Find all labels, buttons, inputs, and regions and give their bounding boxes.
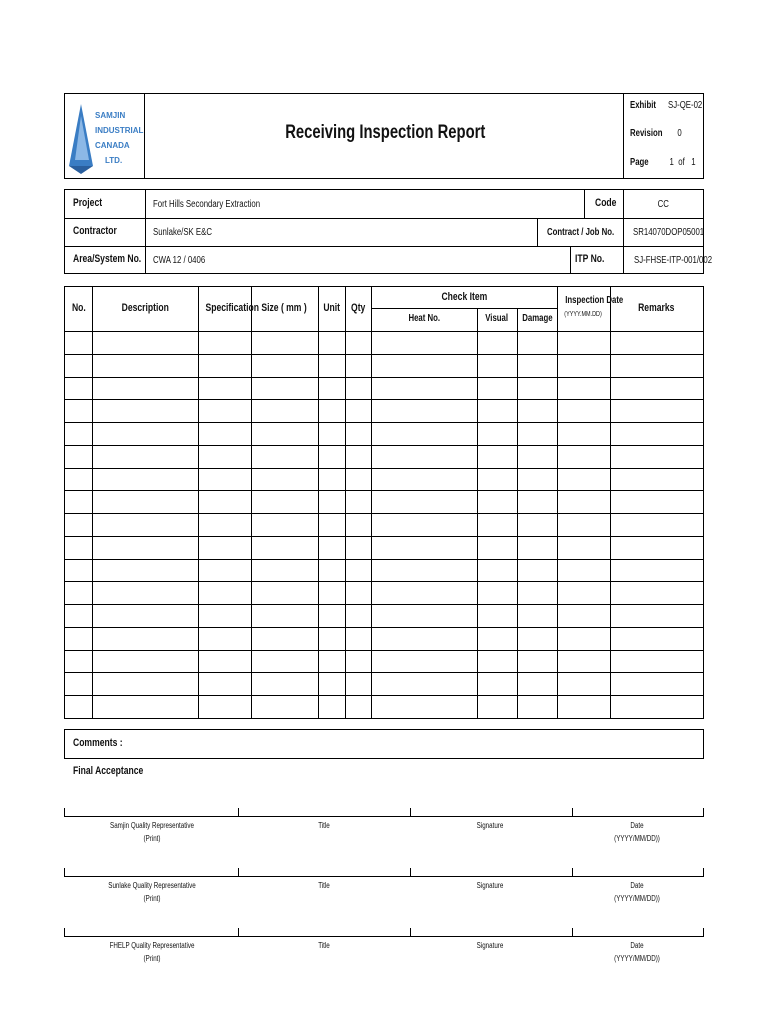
signature-field-name: Samjin Quality Representative — [110, 821, 194, 830]
signature-field-name: Title — [318, 941, 330, 950]
signature-field-name: Signature — [476, 821, 504, 830]
col-remarks — [610, 302, 703, 314]
signature-field-label — [405, 819, 575, 832]
contract-job-value-text: SR14070DOP05001 — [633, 227, 705, 238]
document-meta — [623, 94, 703, 178]
contract-job-value — [623, 227, 703, 238]
col-specification-text: Specification — [205, 302, 259, 314]
table-row[interactable] — [65, 536, 703, 537]
signature-tick — [64, 808, 65, 816]
signature-field-label — [67, 939, 237, 965]
col-no — [65, 302, 92, 314]
revision-row — [630, 128, 686, 139]
col-inspection-date-text: Inspection Date — [565, 295, 624, 306]
logo-text — [95, 108, 143, 168]
col-visual-text: Visual — [485, 313, 509, 324]
signature-tick — [572, 808, 573, 816]
signature-field-hint: (YYYY/MM/DD)) — [614, 954, 660, 963]
col-description-text: Description — [121, 302, 169, 314]
signature-tick — [410, 928, 411, 936]
code-label: Code — [595, 197, 617, 209]
signature-tick — [703, 868, 704, 876]
logo-line: SAMJIN — [95, 111, 126, 120]
table-row[interactable] — [65, 559, 703, 560]
signature-line[interactable] — [64, 936, 704, 937]
col-visual — [477, 313, 517, 324]
table-row[interactable] — [65, 604, 703, 605]
signature-tick — [238, 928, 239, 936]
final-acceptance-label: Final Acceptance — [73, 765, 144, 777]
signature-tick — [703, 928, 704, 936]
table-row[interactable] — [65, 445, 703, 446]
signature-tick — [64, 868, 65, 876]
page-label: Page — [630, 157, 649, 168]
signature-field-label — [67, 879, 237, 905]
signature-field-label — [552, 819, 722, 845]
logo-line: INDUSTRIAL — [95, 126, 144, 135]
logo-line: LTD. — [105, 156, 123, 165]
col-unit-text: Unit — [323, 302, 340, 314]
col-damage — [517, 313, 557, 324]
revision-label: Revision — [630, 128, 663, 139]
signature-field-label — [67, 819, 237, 845]
signature-line[interactable] — [64, 876, 704, 877]
contractor-value: Sunlake/SK E&C — [153, 227, 212, 238]
logo-line: CANADA — [95, 141, 130, 150]
signature-field-name: Signature — [476, 881, 504, 890]
signature-field-label — [405, 879, 575, 892]
project-label: Project — [73, 197, 103, 209]
report-header — [64, 93, 704, 179]
signature-tick — [572, 928, 573, 936]
signature-field-label — [239, 879, 409, 892]
signature-tick — [410, 868, 411, 876]
signature-field-name: Date — [630, 941, 644, 950]
col-remarks-text: Remarks — [638, 302, 675, 314]
table-row[interactable] — [65, 513, 703, 514]
signature-field-hint: (YYYY/MM/DD)) — [614, 894, 660, 903]
col-inspection-date — [557, 295, 624, 306]
signature-tick — [572, 868, 573, 876]
table-row[interactable] — [65, 695, 703, 696]
signature-field-name: Date — [630, 881, 644, 890]
project-info — [64, 189, 713, 274]
col-no-text: No. — [71, 302, 86, 314]
signature-field-label — [239, 819, 409, 832]
signature-field-name: Sunlake Quality Representative — [108, 881, 196, 890]
signature-field-name: Title — [318, 821, 330, 830]
signature-field-label — [239, 939, 409, 952]
col-unit — [318, 302, 345, 314]
signature-tick — [410, 808, 411, 816]
exhibit-label: Exhibit — [630, 100, 657, 111]
table-row[interactable] — [65, 399, 703, 400]
col-check-item-text: Check Item — [441, 291, 487, 303]
table-row[interactable] — [65, 422, 703, 423]
revision-value: 0 — [677, 128, 682, 139]
col-specification — [198, 302, 259, 314]
signature-line[interactable] — [64, 816, 704, 817]
contract-job-label: Contract / Job No. — [547, 227, 615, 238]
comments-box[interactable] — [64, 729, 704, 759]
signature-field-hint: (Print) — [143, 954, 161, 963]
table-row[interactable] — [65, 354, 703, 355]
signature-tick — [64, 928, 65, 936]
signature-field-name: Signature — [476, 941, 504, 950]
col-qty — [345, 302, 371, 314]
signature-field-hint: (Print) — [143, 834, 161, 843]
inspection-table — [64, 286, 704, 719]
signature-field-label — [552, 879, 722, 905]
signature-field-label — [552, 939, 722, 965]
col-inspection-date-format-text: (YYYY.MM.DD) — [564, 311, 603, 318]
code-value — [623, 199, 703, 210]
report-title — [215, 122, 555, 144]
col-heat-no — [371, 313, 477, 324]
report-title-text: Receiving Inspection Report — [284, 122, 486, 143]
comments-label: Comments : — [73, 737, 123, 749]
col-inspection-date-format — [557, 311, 610, 318]
area-system-value: CWA 12 / 0406 — [153, 255, 206, 266]
signature-field-name: FHELP Quality Representative — [109, 941, 195, 950]
col-description — [92, 302, 198, 314]
table-row[interactable] — [65, 468, 703, 469]
page-value: 1 of 1 — [669, 157, 696, 168]
area-system-label: Area/System No. — [73, 253, 142, 265]
col-heat-no-text: Heat No. — [408, 313, 440, 324]
project-value: Fort Hills Secondary Extraction — [153, 199, 261, 210]
signature-tick — [238, 808, 239, 816]
signature-field-name: Date — [630, 821, 644, 830]
signature-field-hint: (YYYY/MM/DD)) — [614, 834, 660, 843]
table-row[interactable] — [65, 581, 703, 582]
exhibit-row — [630, 100, 712, 111]
table-row[interactable] — [65, 650, 703, 651]
signature-field-name: Title — [318, 881, 330, 890]
signature-tick — [238, 868, 239, 876]
col-check-item — [371, 291, 557, 303]
contractor-label: Contractor — [73, 225, 117, 237]
code-value-text: CC — [657, 199, 669, 210]
itp-value-text: SJ-FHSE-ITP-001/002 — [634, 255, 713, 266]
col-qty-text: Qty — [350, 302, 366, 314]
page-row — [630, 157, 703, 168]
table-row[interactable] — [65, 672, 703, 673]
col-size-text: Size ( mm ) — [261, 302, 308, 314]
signature-field-hint: (Print) — [143, 894, 161, 903]
col-size — [251, 302, 318, 314]
table-row[interactable] — [65, 377, 703, 378]
company-logo — [65, 94, 145, 178]
signature-field-label — [405, 939, 575, 952]
itp-label: ITP No. — [575, 253, 605, 265]
itp-value — [623, 255, 713, 266]
col-damage-text: Damage — [521, 313, 553, 324]
signature-tick — [703, 808, 704, 816]
table-row[interactable] — [65, 627, 703, 628]
exhibit-value: SJ-QE-02 — [668, 100, 703, 111]
table-row[interactable] — [65, 490, 703, 491]
